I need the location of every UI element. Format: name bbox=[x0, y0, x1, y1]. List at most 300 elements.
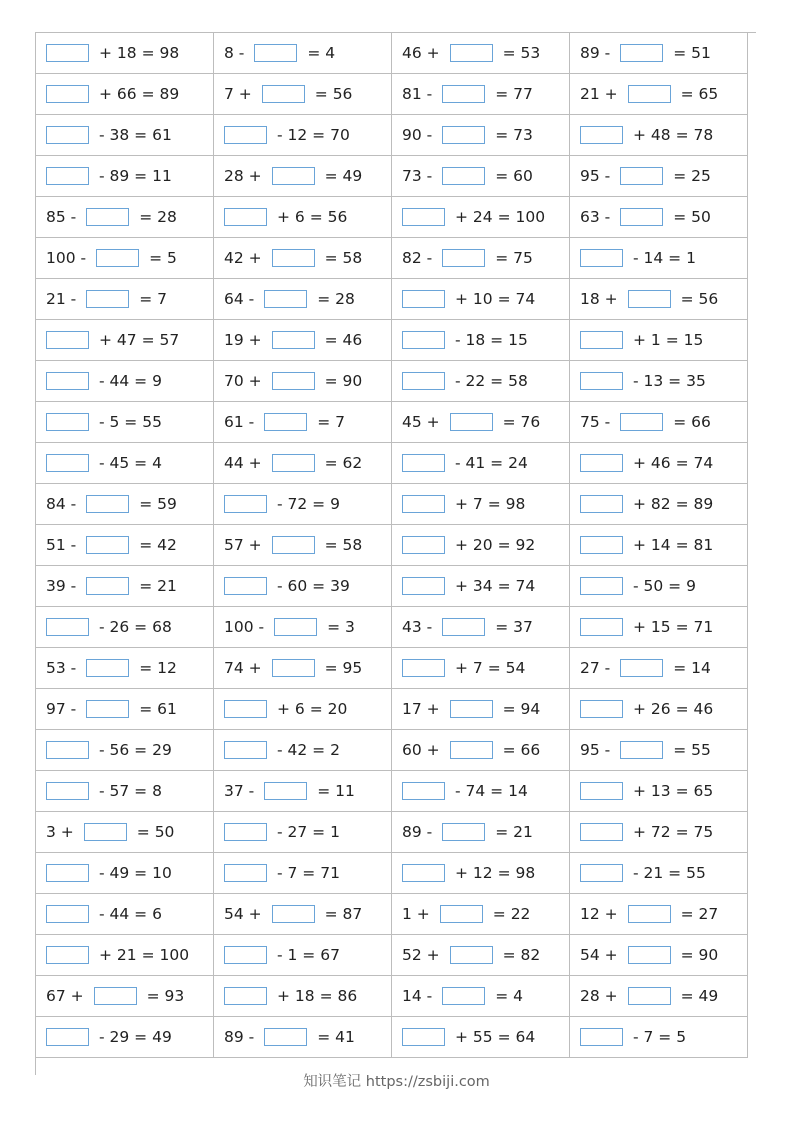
equation-rest: + 26 = 46 bbox=[633, 700, 714, 718]
equation-rest: = 73 bbox=[495, 126, 533, 144]
answer-box[interactable] bbox=[96, 249, 139, 267]
answer-box[interactable] bbox=[628, 85, 671, 103]
problem-cell bbox=[36, 33, 214, 74]
problem-cell bbox=[570, 689, 748, 730]
equation-rest: = 93 bbox=[146, 987, 185, 1005]
answer-box[interactable] bbox=[272, 372, 315, 390]
equation-rest: = 28 bbox=[139, 208, 177, 226]
answer-box[interactable] bbox=[46, 1028, 89, 1046]
problem-cell bbox=[36, 976, 214, 1017]
answer-box[interactable] bbox=[580, 782, 623, 800]
problem-cell bbox=[214, 402, 392, 443]
answer-box[interactable] bbox=[620, 167, 663, 185]
equation-rest: = 90 bbox=[324, 372, 363, 390]
equation-rest: = 7 bbox=[317, 413, 346, 431]
problem-cell bbox=[214, 115, 392, 156]
problem-cell bbox=[570, 320, 748, 361]
equation-rest: + 13 = 65 bbox=[633, 782, 714, 800]
problem-cell bbox=[570, 156, 748, 197]
problem-cell bbox=[392, 238, 570, 279]
answer-box[interactable] bbox=[620, 413, 663, 431]
equation-rest: + 7 = 54 bbox=[455, 659, 526, 677]
equation-rest: = 56 bbox=[680, 290, 719, 308]
answer-box[interactable] bbox=[272, 167, 315, 185]
problem-cell bbox=[570, 1017, 748, 1058]
answer-box[interactable] bbox=[272, 659, 315, 677]
problem-cell bbox=[392, 689, 570, 730]
equation-rest: - 44 = 9 bbox=[99, 372, 162, 390]
left-operand: 17 + bbox=[402, 700, 440, 718]
equation-rest: = 51 bbox=[673, 44, 711, 62]
left-operand: 53 - bbox=[46, 659, 77, 677]
problem-cell bbox=[214, 607, 392, 648]
left-operand: 42 + bbox=[224, 249, 262, 267]
equation-rest: = 49 bbox=[680, 987, 719, 1005]
problem-cell bbox=[36, 279, 214, 320]
left-operand: 61 - bbox=[224, 413, 255, 431]
problem-cell bbox=[36, 361, 214, 402]
left-operand: 54 + bbox=[224, 905, 262, 923]
equation-rest: + 7 = 98 bbox=[455, 495, 526, 513]
answer-box[interactable] bbox=[580, 1028, 623, 1046]
equation-rest: = 4 bbox=[307, 44, 336, 62]
answer-box[interactable] bbox=[628, 946, 671, 964]
left-operand: 73 - bbox=[402, 167, 433, 185]
left-operand: 89 - bbox=[402, 823, 433, 841]
problem-cell bbox=[214, 484, 392, 525]
answer-box[interactable] bbox=[272, 249, 315, 267]
answer-box[interactable] bbox=[46, 413, 89, 431]
equation-rest: - 44 = 6 bbox=[99, 905, 162, 923]
left-operand: 97 - bbox=[46, 700, 77, 718]
answer-box[interactable] bbox=[402, 536, 445, 554]
problem-cell bbox=[570, 279, 748, 320]
equation-rest: = 50 bbox=[136, 823, 175, 841]
equation-rest: + 47 = 57 bbox=[99, 331, 180, 349]
equation-rest: + 1 = 15 bbox=[633, 331, 704, 349]
equation-rest: = 41 bbox=[317, 1028, 355, 1046]
left-operand: 67 + bbox=[46, 987, 84, 1005]
equation-rest: - 26 = 68 bbox=[99, 618, 172, 636]
answer-box[interactable] bbox=[272, 454, 315, 472]
problem-cell bbox=[36, 566, 214, 607]
left-operand: 52 + bbox=[402, 946, 440, 964]
problem-cell bbox=[36, 320, 214, 361]
equation-rest: = 11 bbox=[317, 782, 355, 800]
problem-cell bbox=[392, 33, 570, 74]
equation-rest: - 74 = 14 bbox=[455, 782, 528, 800]
problem-cell bbox=[36, 1017, 214, 1058]
answer-box[interactable] bbox=[442, 167, 485, 185]
left-operand: 95 - bbox=[580, 167, 611, 185]
left-operand: 18 + bbox=[580, 290, 618, 308]
equation-rest: = 3 bbox=[327, 618, 355, 636]
equation-rest: + 6 = 20 bbox=[277, 700, 348, 718]
problem-cell bbox=[36, 689, 214, 730]
answer-box[interactable] bbox=[264, 1028, 307, 1046]
problem-cell bbox=[214, 74, 392, 115]
equation-rest: = 58 bbox=[324, 249, 363, 267]
answer-box[interactable] bbox=[620, 44, 663, 62]
answer-box[interactable] bbox=[442, 126, 485, 144]
left-operand: 64 - bbox=[224, 290, 255, 308]
problem-cell bbox=[392, 853, 570, 894]
equation-rest: = 21 bbox=[139, 577, 177, 595]
problem-cell bbox=[570, 525, 748, 566]
equation-rest: - 12 = 70 bbox=[277, 126, 350, 144]
answer-box[interactable] bbox=[402, 290, 445, 308]
problem-cell bbox=[214, 279, 392, 320]
answer-box[interactable] bbox=[46, 618, 89, 636]
problem-cell bbox=[214, 730, 392, 771]
equation-rest: = 94 bbox=[502, 700, 541, 718]
equation-rest: + 55 = 64 bbox=[455, 1028, 536, 1046]
answer-box[interactable] bbox=[272, 331, 315, 349]
problem-cell bbox=[570, 894, 748, 935]
equation-rest: + 72 = 75 bbox=[633, 823, 714, 841]
answer-box[interactable] bbox=[224, 577, 267, 595]
left-operand: 100 - bbox=[224, 618, 265, 636]
equation-rest: = 59 bbox=[139, 495, 177, 513]
equation-rest: + 18 = 98 bbox=[99, 44, 180, 62]
answer-box[interactable] bbox=[580, 700, 623, 718]
problem-cell bbox=[214, 525, 392, 566]
problem-cell bbox=[36, 74, 214, 115]
answer-box[interactable] bbox=[402, 577, 445, 595]
left-operand: 39 - bbox=[46, 577, 77, 595]
problem-cell bbox=[570, 730, 748, 771]
answer-box[interactable] bbox=[224, 987, 267, 1005]
equation-rest: - 1 = 67 bbox=[277, 946, 340, 964]
equation-rest: - 60 = 39 bbox=[277, 577, 350, 595]
answer-box[interactable] bbox=[224, 946, 267, 964]
problem-cell bbox=[392, 976, 570, 1017]
answer-box[interactable] bbox=[46, 331, 89, 349]
answer-box[interactable] bbox=[86, 290, 129, 308]
problem-cell bbox=[570, 74, 748, 115]
answer-box[interactable] bbox=[86, 577, 129, 595]
left-operand: 45 + bbox=[402, 413, 440, 431]
answer-box[interactable] bbox=[224, 495, 267, 513]
equation-rest: - 5 = 55 bbox=[99, 413, 162, 431]
answer-box[interactable] bbox=[46, 864, 89, 882]
answer-box[interactable] bbox=[272, 536, 315, 554]
left-operand: 27 - bbox=[580, 659, 611, 677]
answer-box[interactable] bbox=[224, 126, 267, 144]
problem-cell bbox=[570, 566, 748, 607]
equation-rest: = 50 bbox=[673, 208, 711, 226]
answer-box[interactable] bbox=[450, 413, 493, 431]
equation-rest: - 22 = 58 bbox=[455, 372, 528, 390]
answer-box[interactable] bbox=[580, 495, 623, 513]
problem-cell bbox=[36, 402, 214, 443]
answer-box[interactable] bbox=[264, 413, 307, 431]
problem-cell bbox=[36, 648, 214, 689]
problem-cell bbox=[570, 812, 748, 853]
answer-box[interactable] bbox=[402, 864, 445, 882]
left-operand: 89 - bbox=[580, 44, 611, 62]
left-operand: 19 + bbox=[224, 331, 262, 349]
answer-box[interactable] bbox=[46, 782, 89, 800]
answer-box[interactable] bbox=[628, 905, 671, 923]
equation-rest: = 25 bbox=[673, 167, 711, 185]
answer-box[interactable] bbox=[442, 618, 485, 636]
answer-box[interactable] bbox=[442, 249, 485, 267]
answer-box[interactable] bbox=[46, 454, 89, 472]
problem-cell bbox=[392, 320, 570, 361]
problem-cell bbox=[214, 156, 392, 197]
equation-rest: + 18 = 86 bbox=[277, 987, 358, 1005]
equation-rest: - 14 = 1 bbox=[633, 249, 696, 267]
answer-box[interactable] bbox=[84, 823, 127, 841]
equation-rest: + 20 = 92 bbox=[455, 536, 536, 554]
answer-box[interactable] bbox=[580, 126, 623, 144]
problem-cell bbox=[570, 648, 748, 689]
answer-box[interactable] bbox=[46, 85, 89, 103]
answer-box[interactable] bbox=[402, 782, 445, 800]
equation-rest: - 29 = 49 bbox=[99, 1028, 172, 1046]
answer-box[interactable] bbox=[46, 44, 89, 62]
worksheet bbox=[35, 32, 748, 1058]
left-operand: 12 + bbox=[580, 905, 618, 923]
problem-cell bbox=[570, 238, 748, 279]
answer-box[interactable] bbox=[46, 372, 89, 390]
problem-cell bbox=[392, 156, 570, 197]
equation-rest: + 82 = 89 bbox=[633, 495, 714, 513]
left-operand: 85 - bbox=[46, 208, 77, 226]
answer-box[interactable] bbox=[402, 659, 445, 677]
answer-box[interactable] bbox=[580, 864, 623, 882]
problem-cell bbox=[392, 197, 570, 238]
answer-box[interactable] bbox=[274, 618, 317, 636]
equation-rest: - 50 = 9 bbox=[633, 577, 696, 595]
problem-cell bbox=[392, 525, 570, 566]
answer-box[interactable] bbox=[402, 331, 445, 349]
equation-rest: + 21 = 100 bbox=[99, 946, 190, 964]
answer-box[interactable] bbox=[264, 782, 307, 800]
problem-cell bbox=[392, 648, 570, 689]
answer-box[interactable] bbox=[224, 864, 267, 882]
answer-box[interactable] bbox=[450, 44, 493, 62]
answer-box[interactable] bbox=[442, 823, 485, 841]
equation-rest: = 75 bbox=[495, 249, 533, 267]
problem-cell bbox=[570, 402, 748, 443]
answer-box[interactable] bbox=[620, 741, 663, 759]
left-operand: 43 - bbox=[402, 618, 433, 636]
problem-cell bbox=[36, 730, 214, 771]
equation-rest: + 6 = 56 bbox=[277, 208, 348, 226]
left-operand: 3 + bbox=[46, 823, 74, 841]
problem-cell bbox=[214, 33, 392, 74]
answer-box[interactable] bbox=[46, 946, 89, 964]
answer-box[interactable] bbox=[86, 700, 129, 718]
equation-rest: - 7 = 5 bbox=[633, 1028, 687, 1046]
problem-cell bbox=[214, 648, 392, 689]
answer-box[interactable] bbox=[264, 290, 307, 308]
equation-rest: + 66 = 89 bbox=[99, 85, 180, 103]
answer-box[interactable] bbox=[620, 659, 663, 677]
equation-rest: = 82 bbox=[502, 946, 541, 964]
answer-box[interactable] bbox=[628, 290, 671, 308]
left-operand: 84 - bbox=[46, 495, 77, 513]
problem-cell bbox=[392, 812, 570, 853]
problem-cell bbox=[36, 935, 214, 976]
problem-cell bbox=[214, 238, 392, 279]
equation-rest: = 61 bbox=[139, 700, 177, 718]
left-operand: 37 - bbox=[224, 782, 255, 800]
equation-rest: - 18 = 15 bbox=[455, 331, 528, 349]
equation-rest: = 22 bbox=[492, 905, 531, 923]
problem-grid bbox=[35, 32, 748, 1058]
problem-cell bbox=[392, 443, 570, 484]
answer-box[interactable] bbox=[442, 987, 485, 1005]
left-operand: 51 - bbox=[46, 536, 77, 554]
equation-rest: = 4 bbox=[495, 987, 524, 1005]
left-operand: 89 - bbox=[224, 1028, 255, 1046]
answer-box[interactable] bbox=[86, 536, 129, 554]
left-operand: 21 + bbox=[580, 85, 618, 103]
answer-box[interactable] bbox=[580, 536, 623, 554]
problem-cell bbox=[392, 730, 570, 771]
answer-box[interactable] bbox=[580, 823, 623, 841]
equation-rest: = 87 bbox=[324, 905, 363, 923]
answer-box[interactable] bbox=[262, 85, 305, 103]
answer-box[interactable] bbox=[450, 946, 493, 964]
problem-cell bbox=[36, 484, 214, 525]
problem-cell bbox=[570, 484, 748, 525]
answer-box[interactable] bbox=[86, 495, 129, 513]
equation-rest: = 27 bbox=[680, 905, 719, 923]
problem-cell bbox=[36, 607, 214, 648]
answer-box[interactable] bbox=[580, 372, 623, 390]
answer-box[interactable] bbox=[580, 331, 623, 349]
answer-box[interactable] bbox=[450, 741, 493, 759]
equation-rest: - 72 = 9 bbox=[277, 495, 340, 513]
problem-cell bbox=[392, 115, 570, 156]
problem-cell bbox=[214, 976, 392, 1017]
footer-watermark: 知识笔记 https://zsbiji.com bbox=[303, 1074, 490, 1090]
problem-cell bbox=[392, 894, 570, 935]
problem-cell bbox=[36, 238, 214, 279]
answer-box[interactable] bbox=[224, 700, 267, 718]
equation-rest: = 56 bbox=[314, 85, 353, 103]
problem-cell bbox=[36, 894, 214, 935]
answer-box[interactable] bbox=[46, 741, 89, 759]
answer-box[interactable] bbox=[46, 167, 89, 185]
problem-cell bbox=[214, 1017, 392, 1058]
problem-cell bbox=[570, 607, 748, 648]
left-operand: 28 + bbox=[580, 987, 618, 1005]
equation-rest: + 12 = 98 bbox=[455, 864, 536, 882]
answer-box[interactable] bbox=[628, 987, 671, 1005]
equation-rest: = 37 bbox=[495, 618, 533, 636]
problem-cell bbox=[570, 361, 748, 402]
answer-box[interactable] bbox=[224, 823, 267, 841]
answer-box[interactable] bbox=[224, 741, 267, 759]
equation-rest: + 24 = 100 bbox=[455, 208, 546, 226]
answer-box[interactable] bbox=[580, 454, 623, 472]
answer-box[interactable] bbox=[402, 495, 445, 513]
equation-rest: = 66 bbox=[502, 741, 541, 759]
equation-rest: = 12 bbox=[139, 659, 177, 677]
problem-cell bbox=[392, 74, 570, 115]
left-operand: 74 + bbox=[224, 659, 262, 677]
answer-box[interactable] bbox=[580, 249, 623, 267]
left-operand: 7 + bbox=[224, 85, 252, 103]
equation-rest: - 57 = 8 bbox=[99, 782, 162, 800]
answer-box[interactable] bbox=[440, 905, 483, 923]
problem-cell bbox=[214, 443, 392, 484]
answer-box[interactable] bbox=[86, 208, 129, 226]
left-operand: 46 + bbox=[402, 44, 440, 62]
left-operand: 57 + bbox=[224, 536, 262, 554]
left-operand: 100 - bbox=[46, 249, 87, 267]
problem-cell bbox=[570, 853, 748, 894]
equation-rest: = 58 bbox=[324, 536, 363, 554]
equation-rest: = 5 bbox=[149, 249, 177, 267]
problem-cell bbox=[36, 115, 214, 156]
equation-rest: + 14 = 81 bbox=[633, 536, 714, 554]
equation-rest: + 48 = 78 bbox=[633, 126, 714, 144]
answer-box[interactable] bbox=[580, 618, 623, 636]
equation-rest: - 21 = 55 bbox=[633, 864, 706, 882]
answer-box[interactable] bbox=[450, 700, 493, 718]
answer-box[interactable] bbox=[46, 126, 89, 144]
problem-cell bbox=[214, 361, 392, 402]
answer-box[interactable] bbox=[402, 208, 445, 226]
equation-rest: = 46 bbox=[324, 331, 363, 349]
equation-rest: = 60 bbox=[495, 167, 533, 185]
problem-cell bbox=[570, 976, 748, 1017]
answer-box[interactable] bbox=[94, 987, 137, 1005]
equation-rest: = 21 bbox=[495, 823, 533, 841]
equation-rest: = 28 bbox=[317, 290, 355, 308]
problem-cell bbox=[36, 443, 214, 484]
problem-cell bbox=[392, 279, 570, 320]
problem-cell bbox=[214, 853, 392, 894]
left-operand: 90 - bbox=[402, 126, 433, 144]
equation-rest: + 46 = 74 bbox=[633, 454, 714, 472]
left-operand: 44 + bbox=[224, 454, 262, 472]
equation-rest: = 65 bbox=[680, 85, 719, 103]
problem-cell bbox=[392, 607, 570, 648]
problem-cell bbox=[570, 115, 748, 156]
problem-cell bbox=[214, 771, 392, 812]
left-operand: 8 - bbox=[224, 44, 245, 62]
problem-cell bbox=[392, 402, 570, 443]
answer-box[interactable] bbox=[86, 659, 129, 677]
answer-box[interactable] bbox=[272, 905, 315, 923]
equation-rest: - 49 = 10 bbox=[99, 864, 172, 882]
answer-box[interactable] bbox=[442, 85, 485, 103]
problem-cell bbox=[214, 197, 392, 238]
answer-box[interactable] bbox=[580, 577, 623, 595]
answer-box[interactable] bbox=[620, 208, 663, 226]
equation-rest: - 13 = 35 bbox=[633, 372, 706, 390]
answer-box[interactable] bbox=[224, 208, 267, 226]
left-operand: 82 - bbox=[402, 249, 433, 267]
answer-box[interactable] bbox=[402, 454, 445, 472]
problem-cell bbox=[214, 935, 392, 976]
problem-cell bbox=[392, 361, 570, 402]
answer-box[interactable] bbox=[402, 1028, 445, 1046]
equation-rest: - 42 = 2 bbox=[277, 741, 340, 759]
left-operand: 21 - bbox=[46, 290, 77, 308]
answer-box[interactable] bbox=[46, 905, 89, 923]
problem-cell bbox=[392, 1017, 570, 1058]
answer-box[interactable] bbox=[402, 372, 445, 390]
answer-box[interactable] bbox=[254, 44, 297, 62]
